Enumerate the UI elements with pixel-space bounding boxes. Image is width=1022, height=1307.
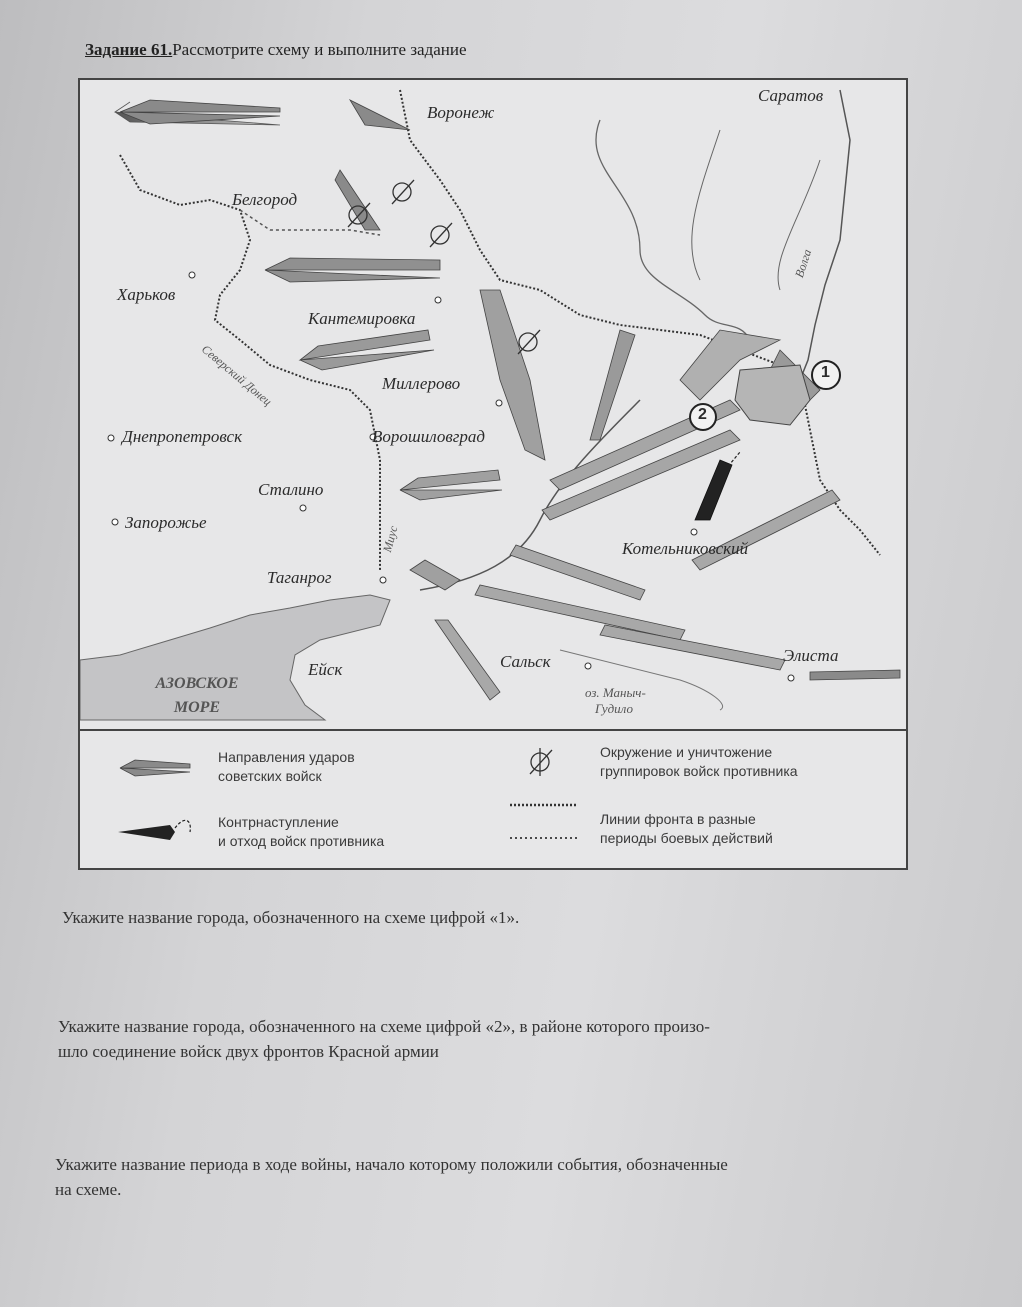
question-2-line2: шло соединение войск двух фронтов Красной армии: [58, 1042, 439, 1061]
city-kotelnikovsky: Котельниковский: [622, 539, 749, 558]
marker-1-label: 1: [821, 364, 830, 381]
strike-arrow: [475, 585, 685, 640]
marker-2-label: 2: [698, 406, 707, 423]
strike-arrow: [480, 290, 545, 460]
city-belgorod: Белгород: [232, 190, 298, 209]
strike-arrow: [600, 625, 785, 670]
strike-arrow: [265, 258, 440, 282]
strike-arrow: [410, 560, 460, 590]
lake-label-line1: оз. Маныч-: [585, 685, 646, 700]
legend-soviet-strikes-line1: Направления ударов: [218, 749, 355, 765]
strike-arrow: [335, 170, 380, 230]
stalingrad-encirclement: [735, 365, 810, 425]
legend-encirclement-line2: группировок войск противника: [600, 763, 798, 779]
historical-map: [78, 78, 908, 870]
city-taganrog: Таганрог: [267, 568, 332, 587]
city-saratov: Саратов: [758, 86, 824, 105]
strike-arrow: [400, 470, 502, 500]
task-instruction: Рассмотрите схему и выполните задание: [172, 40, 467, 59]
legend-counteroffensive: [218, 813, 384, 851]
volga-river: [800, 90, 850, 380]
legend-soviet-strikes-line2: советских войск: [218, 768, 322, 784]
legend-encirclement: [600, 743, 798, 781]
question-3-line1: Укажите название периода в ходе войны, начало которому положили события, обозначенные: [55, 1155, 728, 1174]
azov-sea-label-line1: АЗОВСКОЕ: [155, 675, 239, 692]
city-dnepropetrovsk: Днепропетровск: [122, 427, 243, 446]
task-title: [85, 40, 467, 60]
river-seversky-donets-label: Северский Донец: [199, 342, 275, 409]
legend-retreat-icon: [175, 820, 190, 832]
strike-arrow: [435, 620, 500, 700]
city-voronezh: Воронеж: [427, 103, 495, 122]
question-3-line2: на схеме.: [55, 1180, 122, 1199]
question-2-line1: Укажите название города, обозначенного на схеме цифрой «2», в районе которого произо-: [58, 1017, 710, 1036]
strike-arrow: [300, 330, 434, 370]
city-yeysk: Ейск: [308, 660, 343, 679]
city-elista: Элиста: [783, 646, 839, 665]
strike-arrow: [590, 330, 635, 440]
legend-soviet-strikes: [218, 748, 355, 786]
don-river: [596, 120, 750, 340]
legend-counteroffensive-line2: и отход войск противника: [218, 833, 385, 849]
strike-arrow: [120, 100, 280, 124]
river-volga-label: Волга: [792, 247, 815, 280]
legend-counteroffensive-icon: [118, 825, 175, 840]
city-stalino: Сталино: [258, 480, 324, 499]
legend-front-lines: [600, 810, 773, 848]
strike-arrow: [810, 670, 900, 680]
lake-label-line2: Гудило: [595, 701, 633, 716]
azov-sea-label: [142, 672, 252, 720]
strike-arrow: [350, 100, 410, 130]
city-millerovo: Миллерово: [382, 374, 461, 393]
city-kharkov: Харьков: [117, 285, 176, 304]
city-voroshilovgrad: Ворошиловград: [372, 427, 485, 446]
question-1: Укажите название города, обозначенного на схеме цифрой «1».: [62, 908, 520, 927]
legend-front-lines-line1: Линии фронта в разные: [600, 811, 756, 827]
lake-manych-label: [585, 685, 646, 717]
river-mius-label: Миус: [380, 524, 401, 554]
legend-encirclement-line1: Окружение и уничтожение: [600, 744, 773, 760]
azov-sea-label-line2: МОРЕ: [173, 699, 221, 716]
legend-counteroffensive-line1: Контрнаступление: [218, 814, 339, 830]
legend-encirclement-icon: [530, 748, 552, 776]
legend-front-lines-line2: периоды боевых действий: [600, 830, 773, 846]
front-line-2: [400, 90, 880, 555]
city-kantemirovka: Кантемировка: [308, 309, 416, 328]
legend-strike-arrow-icon: [120, 760, 190, 776]
city-salsk: Сальск: [500, 652, 551, 671]
city-zaporozhye: Запорожье: [125, 513, 207, 532]
task-number: Задание 61.: [85, 40, 173, 59]
